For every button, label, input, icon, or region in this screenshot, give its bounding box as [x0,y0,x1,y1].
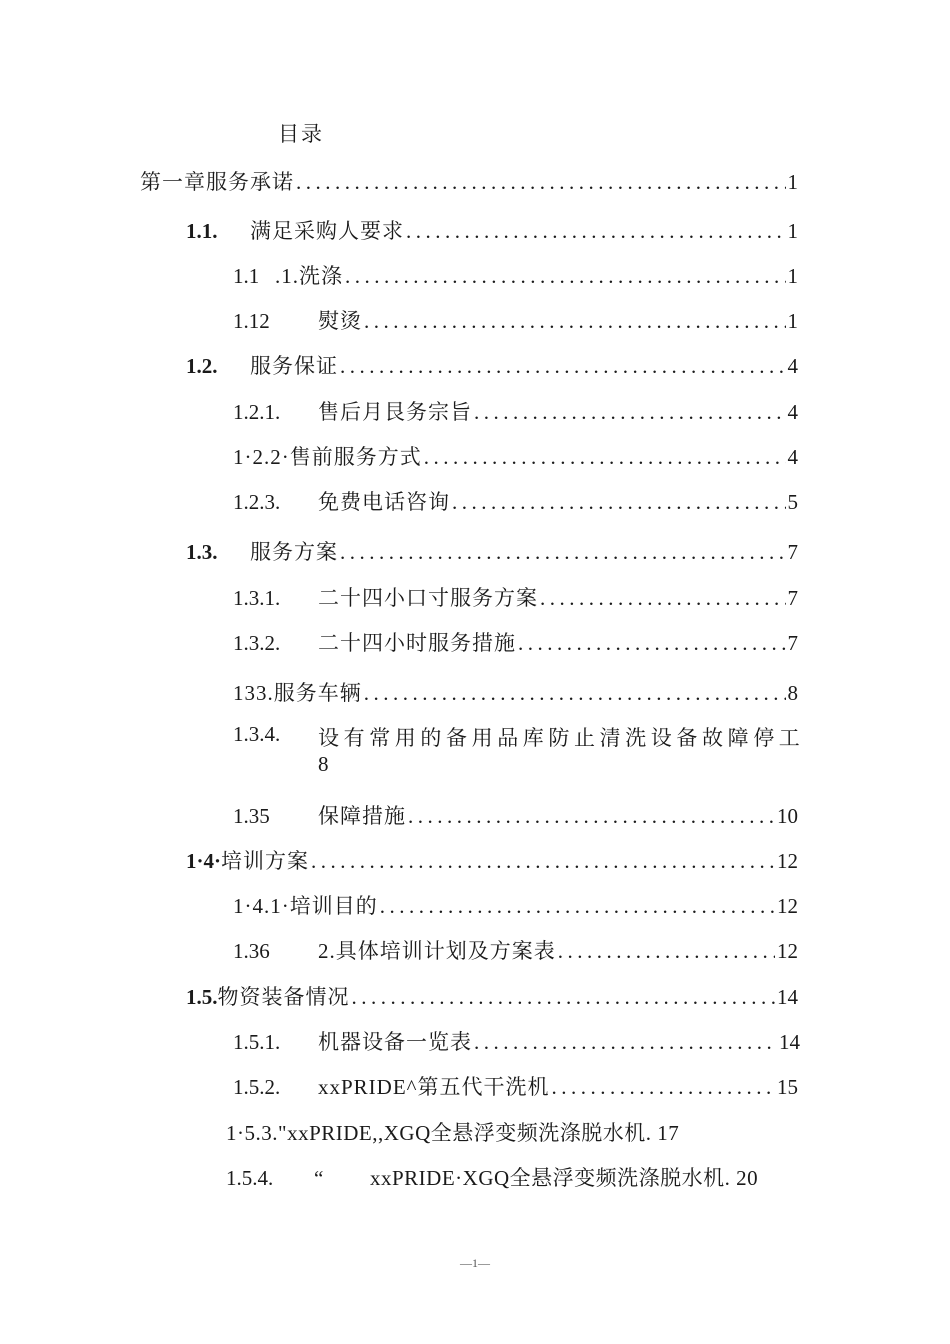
toc-leader-dots [311,849,775,874]
toc-entry-text: 设有常用的备用品库防止清洗设备故障停工 [318,726,805,750]
toc-entry-1-3-3[interactable] [233,677,798,707]
toc-entry-1-2-1[interactable] [233,396,798,426]
toc-entry-number: 1.1 [233,264,260,288]
page-number-footer: —1— [460,1256,490,1270]
toc-entry-text: 服务保证 [250,354,338,378]
toc-leader-dots [424,445,786,470]
toc-leader-dots [340,540,786,565]
toc-entry-number: 1.1. [186,219,218,243]
toc-leader-dots [345,264,786,289]
toc-entry-number: 1.2.3. [233,490,281,514]
toc-entry-text: 物资装备情况 [217,985,350,1009]
toc-entry-page: 5 [787,490,798,514]
toc-entry-text: 售后月艮务宗旨 [318,400,472,424]
toc-entry-page: 8 [787,681,798,705]
toc-entry-number: 1.3.4. [233,722,281,746]
toc-entry-1-3-1[interactable] [233,582,798,612]
toc-entry-number: 1.2. [186,354,218,378]
toc-entry-number: 1.5.2. [233,1075,281,1099]
toc-entry-text: 1·4.1·培训目的 [233,894,378,918]
toc-entry-1-5-3[interactable] [226,1117,806,1147]
toc-entry-page: 4 [787,400,798,424]
toc-entry-chapter-1[interactable] [140,166,798,196]
toc-entry-page: 15 [777,1075,798,1099]
toc-entry-number: 1.2.1. [233,400,281,424]
toc-title: 目录 [278,122,324,146]
toc-entry-number: 1.36 [233,939,270,963]
toc-entry-text: xxPRIDE^第五代干洗机 [318,1075,550,1099]
toc-leader-dots [352,985,776,1010]
toc-entry-text: 满足采购人要求 [250,219,404,243]
toc-entry-1-2-3[interactable] [233,486,798,516]
toc-entry-1-5-2[interactable] [233,1071,798,1101]
toc-entry-number: 1·4· [186,849,222,873]
toc-entry-number: 1.3.2. [233,631,281,655]
toc-entry-text: 2.具体培训计划及方案表 [318,939,556,963]
toc-leader-dots [408,804,775,829]
toc-entry-1-1[interactable] [186,215,798,245]
toc-entry-page: 12 [777,894,798,918]
toc-leader-dots [364,681,786,706]
toc-leader-dots [558,939,775,964]
toc-entry-1-3-2[interactable] [233,627,798,657]
toc-leader-dots [540,586,786,611]
toc-entry-text: 保障措施 [318,804,406,828]
toc-entry-text: .1.洗涤 [275,264,343,288]
toc-entry-1-3-4[interactable] [233,722,813,784]
toc-leader-dots [380,894,775,919]
toc-entry-number: 1.35 [233,804,270,828]
toc-entry-page: 12 [777,939,798,963]
toc-entry-number: 1.12 [233,309,270,333]
toc-entry-page: 4 [787,445,798,469]
toc-entry-1-3[interactable] [186,536,798,566]
toc-entry-text: 二十四小时服务措施 [318,631,516,655]
toc-entry-1-5-4[interactable] [226,1162,806,1192]
toc-leader-dots [552,1075,775,1100]
toc-leader-dots [406,219,786,244]
toc-entry-1-4-2[interactable] [233,935,798,965]
toc-entry-page: 7 [787,631,798,655]
toc-entry-text: 服务方案 [250,540,338,564]
toc-entry-page: 1 [787,264,798,288]
toc-entry-text: 第一章服务承诺 [140,170,294,194]
toc-entry-1-4-1[interactable] [233,890,798,920]
toc-entry-1-4[interactable] [186,845,798,875]
toc-entry-1-1-2[interactable] [233,305,798,335]
toc-leader-dots [518,631,786,656]
toc-entry-page: 7 [787,540,798,564]
toc-entry-page: 8 [318,752,329,776]
toc-entry-page: 7 [787,586,798,610]
toc-leader-dots [364,309,786,334]
toc-entry-number: 1.3.1. [233,586,281,610]
toc-entry-text: 133.服务车辆 [233,681,362,705]
toc-entry-text: 熨烫 [318,309,362,333]
toc-entry-1-2-2[interactable] [233,441,798,471]
toc-leader-dots [296,170,786,195]
toc-entry-page: 4 [787,354,798,378]
toc-entry-text: 机器设备一览表 [318,1030,472,1054]
toc-entry-page: 10 [777,804,798,828]
toc-entry-text: “ [314,1166,325,1190]
toc-entry-1-2[interactable] [186,350,798,380]
toc-entry-number: 1.5. [186,985,218,1009]
toc-entry-number: 1.5.4. [226,1166,274,1190]
toc-entry-1-3-5[interactable] [233,800,798,830]
toc-entry-text: 培训方案 [221,849,310,873]
toc-leader-dots [452,490,786,515]
toc-entry-text: 1·5.3."xxPRIDE,,XGQ全悬浮变频洗涤脱水机. 17 [226,1121,680,1145]
toc-entry-text: 二十四小口寸服务方案 [318,586,538,610]
toc-entry-page: 14 [777,985,798,1009]
toc-entry-1-5-1[interactable] [233,1026,800,1056]
toc-leader-dots [340,354,786,379]
toc-entry-text-continued: xxPRIDE·XGQ全悬浮变频洗涤脱水机. 20 [370,1166,759,1190]
toc-entry-number: 1.5.1. [233,1030,281,1054]
toc-entry-text: 1·2.2·售前服务方式 [233,445,422,469]
toc-entry-page: 1 [787,219,798,243]
toc-entry-1-5[interactable] [186,981,798,1011]
toc-entry-page: 12 [777,849,798,873]
toc-leader-dots [474,1030,777,1055]
toc-entry-page: 1 [787,170,798,194]
toc-entry-page: 14 [779,1030,800,1054]
toc-entry-text: 免费电话咨询 [318,490,450,514]
toc-entry-1-1-1[interactable] [233,260,798,290]
toc-entry-number: 1.3. [186,540,218,564]
toc-entry-page: 1 [787,309,798,333]
toc-leader-dots [474,400,786,425]
